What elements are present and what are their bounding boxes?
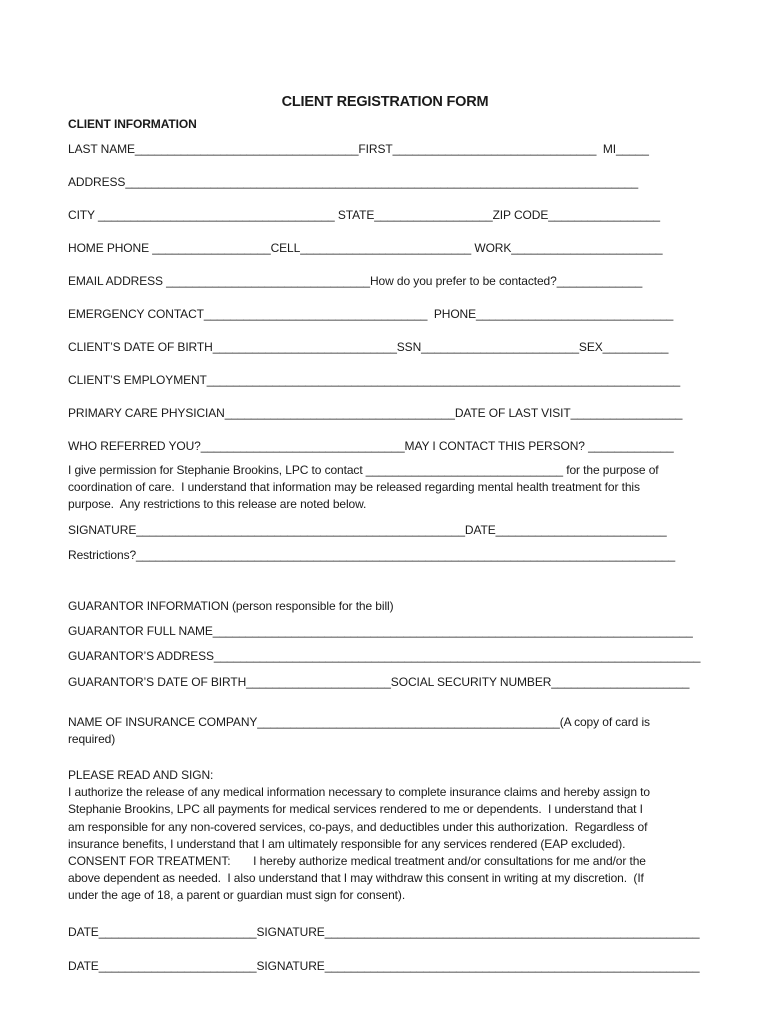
permission-paragraph bbox=[68, 462, 704, 514]
permission-line-2: coordination of care. I understand that information may be released regarding mental health treatment for this bbox=[68, 480, 640, 495]
read-and-sign-block bbox=[68, 767, 704, 905]
read-sign-line-2: Stephanie Brookins, LPC all payments for medical services rendered to me or dependents. I understand that I bbox=[68, 802, 643, 817]
consent-line-1: CONSENT FOR TREATMENT: I hereby authorize medical treatment and/or consultations for me and/or the bbox=[68, 854, 646, 869]
read-sign-line-1: I authorize the release of any medical information necessary to complete insurance claims and hereby assign to bbox=[68, 785, 650, 800]
consent-line-2: above dependent as needed. I also understand that I may withdraw this consent in writing at my discretion. (If bbox=[68, 871, 644, 886]
field-row-name[interactable]: LAST NAME__________________________________FIRST_______________________________ MI_____ bbox=[68, 142, 649, 156]
signature-date-row[interactable]: SIGNATURE__________________________________________________DATE__________________________ bbox=[68, 523, 667, 537]
field-row-email[interactable]: EMAIL ADDRESS _______________________________How do you prefer to be contacted?_____________ bbox=[68, 274, 643, 288]
read-sign-line-3: am responsible for any non-covered services, co-pays, and deductibles under this authorization. Regardless of bbox=[68, 819, 648, 834]
permission-line-1: I give permission for Stephanie Brookins, LPC to contact ______________________________ for the purpose of bbox=[68, 463, 659, 477]
field-row-guarantor-dob-ssn[interactable]: GUARANTOR’S DATE OF BIRTH______________________SOCIAL SECURITY NUMBER_____________________ bbox=[68, 675, 690, 689]
section-heading-client-information: CLIENT INFORMATION bbox=[68, 117, 197, 131]
field-row-employment[interactable]: CLIENT’S EMPLOYMENT________________________________________________________________________ bbox=[68, 373, 681, 387]
form-title: CLIENT REGISTRATION FORM bbox=[281, 94, 489, 110]
date-signature-row-1[interactable]: DATE________________________SIGNATURE_________________________________________________________ bbox=[68, 925, 700, 939]
field-row-address[interactable]: ADDRESS______________________________________________________________________________ bbox=[68, 175, 639, 189]
restrictions-row[interactable]: Restrictions?__________________________________________________________________________________ bbox=[68, 548, 676, 562]
field-row-phones[interactable]: HOME PHONE __________________CELL__________________________ WORK_______________________ bbox=[68, 241, 663, 255]
permission-line-3: purpose. Any restrictions to this release are noted below. bbox=[68, 497, 367, 512]
field-row-referral[interactable]: WHO REFERRED YOU?_______________________________MAY I CONTACT THIS PERSON? _____________ bbox=[68, 439, 674, 453]
field-row-physician[interactable]: PRIMARY CARE PHYSICIAN___________________________________DATE OF LAST VISIT_________________ bbox=[68, 406, 683, 420]
insurance-line-2: required) bbox=[68, 732, 116, 747]
consent-line-3: under the age of 18, a parent or guardian must sign for consent). bbox=[68, 888, 406, 903]
field-row-dob-ssn-sex[interactable]: CLIENT’S DATE OF BIRTH____________________________SSN________________________SEX__________ bbox=[68, 340, 669, 354]
insurance-line-1[interactable]: NAME OF INSURANCE COMPANY______________________________________________(A copy of card is bbox=[68, 715, 650, 729]
date-signature-row-2[interactable]: DATE________________________SIGNATURE_________________________________________________________ bbox=[68, 959, 700, 973]
field-row-guarantor-address[interactable]: GUARANTOR’S ADDRESS__________________________________________________________________________ bbox=[68, 649, 701, 663]
field-row-city-state-zip[interactable]: CITY ____________________________________ STATE__________________ZIP CODE_________________ bbox=[68, 208, 660, 222]
insurance-block bbox=[68, 714, 704, 748]
read-sign-line-4: insurance benefits, I understand that I am ultimately responsible for any services rendered (EAP excluded). bbox=[68, 836, 626, 851]
field-row-guarantor-name[interactable]: GUARANTOR FULL NAME_________________________________________________________________________ bbox=[68, 624, 693, 638]
field-row-emergency-contact[interactable]: EMERGENCY CONTACT__________________________________ PHONE______________________________ bbox=[68, 307, 674, 321]
section-heading-guarantor: GUARANTOR INFORMATION (person responsible for the bill) bbox=[68, 599, 394, 613]
read-sign-heading: PLEASE READ AND SIGN: bbox=[68, 768, 214, 782]
